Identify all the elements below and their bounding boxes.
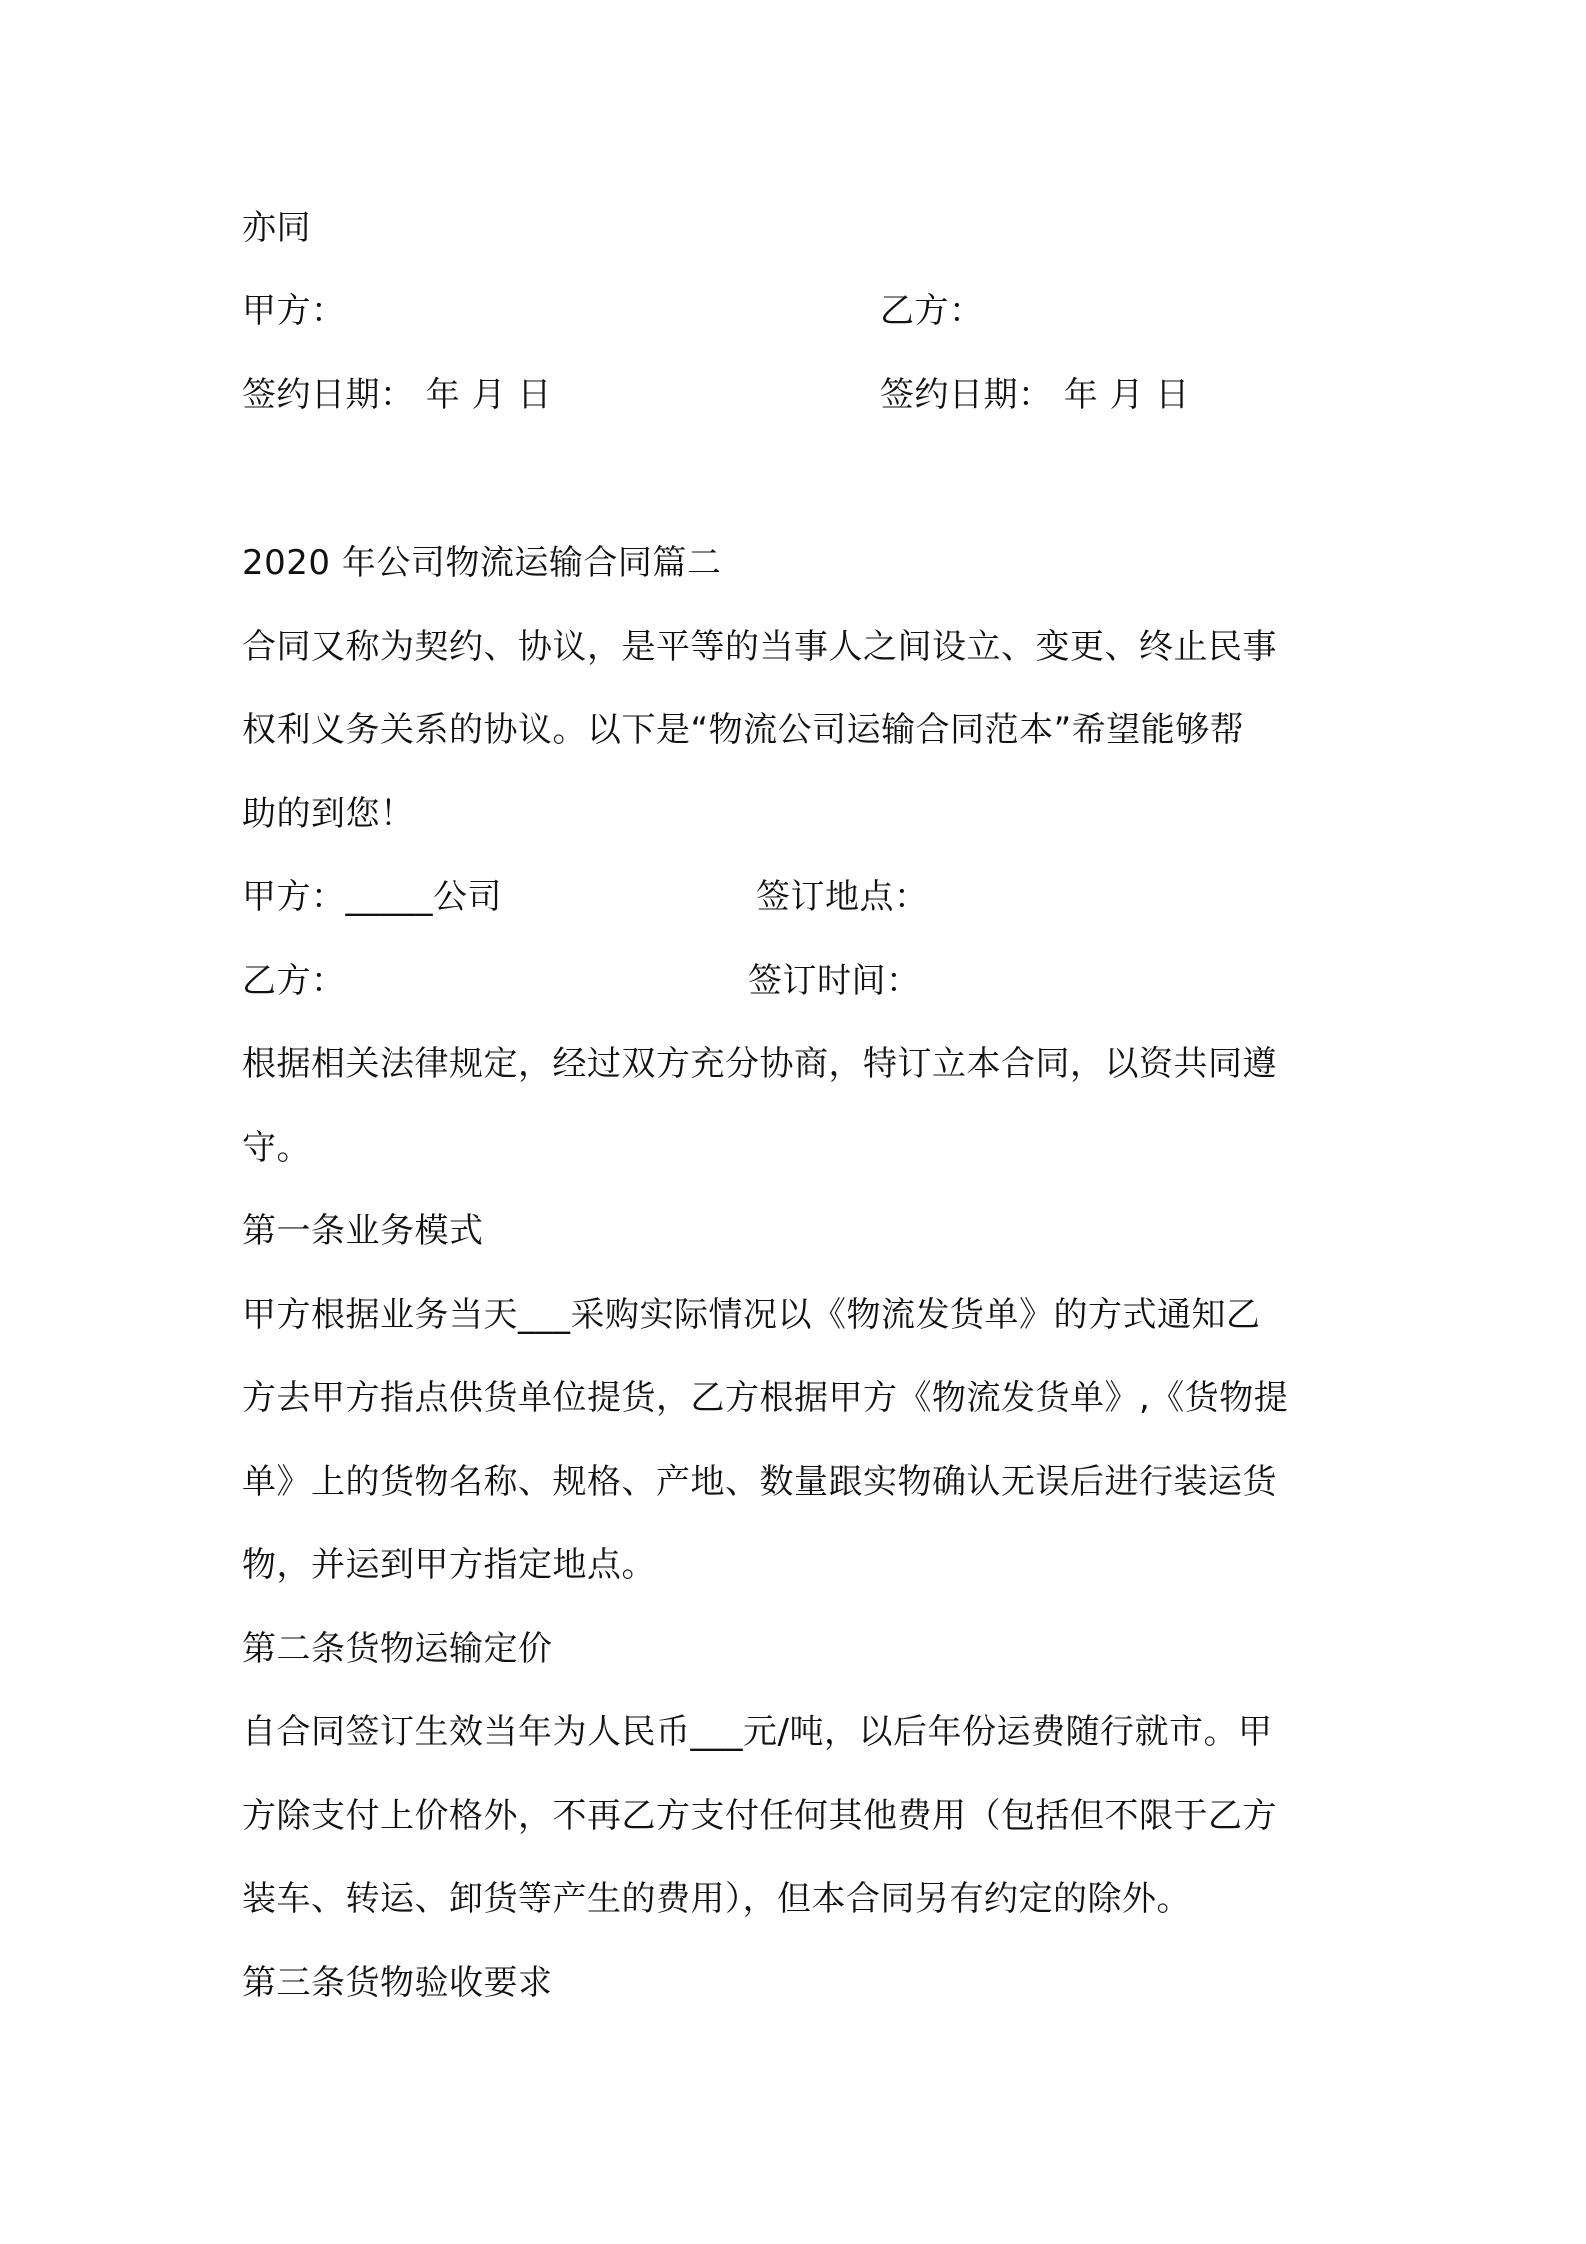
sign-time-label: 签订时间： (748, 961, 921, 1001)
article1-line: 物，并运到甲方指定地点。 (242, 1545, 656, 1585)
party-a-line: 甲方：_____公司 (242, 877, 502, 917)
basis-line: 守。 (242, 1128, 311, 1168)
sign-place-label: 签订地点： (756, 877, 929, 917)
top-word: 亦同 (242, 208, 311, 248)
article1-line: 单》上的货物名称、规格、产地、数量跟实物确认无误后进行装运货 (242, 1462, 1277, 1502)
sign-party-a-label: 甲方： (242, 291, 346, 331)
article2-line: 装车、转运、卸货等产生的费用），但本合同另有约定的除外。 (242, 1879, 1191, 1919)
intro-line: 权利义务关系的协议。以下是“物流公司运输合同范本”希望能够帮 (242, 710, 1245, 750)
sign-date-b: 签约日期： 年 月 日 (880, 375, 1190, 415)
article1-heading: 第一条业务模式 (242, 1211, 484, 1251)
sign-party-b-label: 乙方： (880, 291, 984, 331)
article2-line: 自合同签订生效当年为人民币___元/吨，以后年份运费随行就市。甲 (242, 1712, 1273, 1752)
article1-line: 方去甲方指点供货单位提货，乙方根据甲方《物流发货单》,《货物提 (242, 1378, 1289, 1418)
article1-line: 甲方根据业务当天___采购实际情况以《物流发货单》的方式通知乙 (242, 1295, 1261, 1335)
basis-line: 根据相关法律规定，经过双方充分协商，特订立本合同，以资共同遵 (242, 1044, 1277, 1084)
intro-line: 助的到您！ (242, 794, 415, 834)
sign-date-a: 签约日期： 年 月 日 (242, 375, 552, 415)
article2-line: 方除支付上价格外，不再乙方支付任何其他费用（包括但不限于乙方 (242, 1796, 1277, 1836)
article3-heading: 第三条货物验收要求 (242, 1963, 553, 2003)
intro-line: 合同又称为契约、协议，是平等的当事人之间设立、变更、终止民事 (242, 627, 1277, 667)
document-title: 2020 年公司物流运输合同篇二 (242, 543, 722, 583)
party-b-line: 乙方： (242, 961, 346, 1001)
article2-heading: 第二条货物运输定价 (242, 1629, 553, 1669)
